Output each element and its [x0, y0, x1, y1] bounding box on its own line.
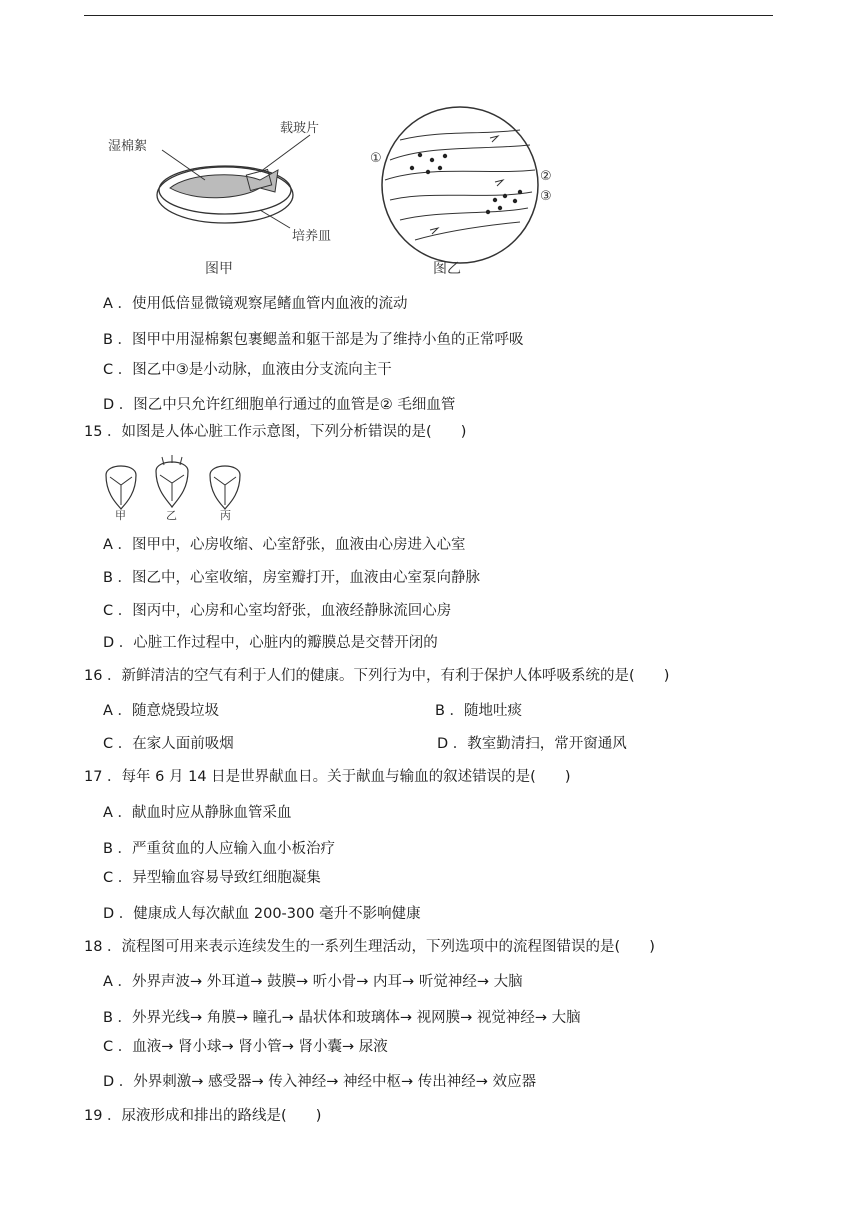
q15-stem: 15 ．如图是人体心脏工作示意图，下列分析错误的是( )	[84, 424, 467, 440]
q14-option-c: C ．图乙中③是小动脉，血液由分支流向主干	[103, 362, 392, 378]
q14-option-b: B ．图甲中用湿棉絮包裹鳃盖和躯干部是为了维持小鱼的正常呼吸	[103, 332, 524, 348]
label-2: ②	[540, 169, 552, 184]
q17-option-b: B ．严重贫血的人应输入血小板治疗	[103, 841, 336, 857]
blood-vessel-view	[382, 107, 538, 263]
q15-option-d: D ．心脏工作过程中，心脏内的瓣膜总是交替开闭的	[103, 635, 438, 651]
q16-option-c: C ．在家人面前吸烟	[103, 736, 234, 752]
fish-observation-figure	[100, 100, 580, 280]
q18-stem: 18 ．流程图可用来表示连续发生的一系列生理活动，下列选项中的流程图错误的是( )	[84, 939, 655, 955]
heart-label-bing: 丙	[220, 509, 231, 522]
q17-stem: 17 ．每年 6 月 14 日是世界献血日。关于献血与输血的叙述错误的是( )	[84, 769, 571, 785]
q18-option-b: B ．外界光线→ 角膜→ 瞳孔→ 晶状体和玻璃体→ 视网膜→ 视觉神经→ 大脑	[103, 1010, 581, 1026]
q18-option-a: A ．外界声波→ 外耳道→ 鼓膜→ 听小骨→ 内耳→ 听觉神经→ 大脑	[103, 974, 523, 990]
dish-label: 培养皿	[292, 229, 332, 244]
q16-option-a: A ．随意烧毁垃圾	[103, 703, 220, 719]
q16-option-b: B ．随地吐痰	[435, 703, 523, 719]
petri-dish-illustration	[157, 135, 310, 228]
heart-jia	[106, 466, 136, 509]
q18-option-d: D ．外界刺激→ 感受器→ 传入神经→ 神经中枢→ 传出神经→ 效应器	[103, 1074, 537, 1090]
header-rule	[84, 15, 773, 16]
q16-stem: 16 ．新鲜清洁的空气有利于人们的健康。下列行为中，有利于保护人体呼吸系统的是( )	[84, 668, 670, 684]
caption-yi: 图乙	[433, 261, 461, 277]
caption-jia: 图甲	[205, 261, 233, 277]
q14-option-d: D ．图乙中只允许红细胞单行通过的血管是② 毛细血管	[103, 397, 456, 413]
q17-option-c: C ．异型输血容易导致红细胞凝集	[103, 870, 321, 886]
slide-label: 载玻片	[280, 121, 320, 136]
label-3: ③	[540, 189, 552, 204]
heart-bing	[210, 466, 240, 509]
q18-option-c: C ．血液→ 肾小球→ 肾小管→ 肾小囊→ 尿液	[103, 1039, 388, 1055]
heart-diagrams	[98, 455, 258, 523]
heart-label-jia: 甲	[115, 509, 126, 522]
heart-yi	[156, 455, 188, 507]
wet-cotton-label: 湿棉絮	[108, 139, 148, 154]
q16-option-d: D ．教室勤清扫，常开窗通风	[437, 736, 627, 752]
heart-label-yi: 乙	[166, 509, 177, 522]
q19-stem: 19 ．尿液形成和排出的路线是( )	[84, 1108, 322, 1124]
q17-option-a: A ．献血时应从静脉血管采血	[103, 805, 292, 821]
q15-option-c: C ．图丙中，心房和心室均舒张，血液经静脉流回心房	[103, 603, 452, 619]
q14-option-a: A ．使用低倍显微镜观察尾鳍血管内血液的流动	[103, 296, 408, 312]
q17-option-d: D ．健康成人每次献血 200-300 毫升不影响健康	[103, 906, 421, 922]
label-1: ①	[370, 151, 382, 166]
q15-option-b: B ．图乙中，心室收缩，房室瓣打开，血液由心室泵向静脉	[103, 570, 481, 586]
q15-option-a: A ．图甲中，心房收缩、心室舒张，血液由心房进入心室	[103, 537, 466, 553]
